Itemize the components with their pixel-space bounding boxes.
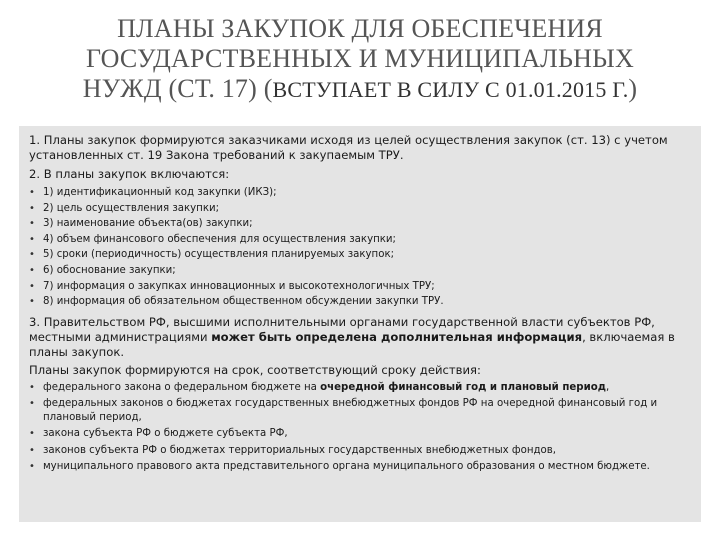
list-item-text: законов субъекта РФ о бюджетах территориальных государственных внебюджетных фондов, [43,444,557,456]
plan-term-list [29,381,691,474]
bullet-icon: • [29,381,35,393]
list-item-bold: очередной финансовый год и плановый период [320,381,606,393]
bullet-icon: • [29,428,35,440]
list-item-text: федеральных законов о бюджетах государственных внебюджетных фондов РФ на очередной финансовый год и плановый период, [43,398,658,423]
list-item-text: 5) сроки (периодичность) осуществления планируемых закупок; [43,249,395,261]
bullet-icon: • [29,461,35,473]
paragraph-1: 1. Планы закупок формируются заказчиками исходя из целей осуществления закупок (ст. 13) с учетом установленных ст. 19 Закона требований к закупаемым ТРУ. [29,133,668,162]
list-item-text: 4) объем финансового обеспечения для осуществления закупки; [43,233,396,245]
bullet-icon: • [29,296,35,308]
list-item [29,201,691,217]
list-item [29,216,691,232]
content-box [19,126,701,522]
title-line-3-close: ) [628,74,638,103]
list-item [29,247,691,263]
paragraph-4: Планы закупок формируются на срок, соответствующий сроку действия: [29,362,481,377]
list-item [29,232,691,248]
list-item-text: 7) информация о закупках инновационных и высокотехнологичных ТРУ; [43,280,435,292]
list-item [29,279,691,295]
list-item-text: 8) информация об обязательном общественном обсуждении закупки ТРУ. [43,296,444,308]
bullet-icon: • [29,233,35,245]
list-item-text: 6) обоснование закупки; [43,264,176,276]
list-item [29,185,691,201]
title-line-3-main: НУЖД (СТ. 17) ( [82,74,273,103]
list-item [29,444,691,458]
list-item-text: 3) наименование объекта(ов) закупки; [43,218,253,230]
list-item [29,397,691,424]
plan-contents-list [29,185,691,310]
bullet-icon: • [29,187,35,198]
list-item-text: 2) цель осуществления закупки; [43,202,220,214]
paragraph-3-part-2: , включаемая в планы закупок. [29,329,675,359]
bullet-icon: • [29,280,35,292]
list-item-text: закона субъекта РФ о бюджете субъекта РФ, [43,428,288,440]
list-item [29,381,691,395]
list-item-text: федерального закона о федеральном бюджете на [43,381,321,393]
title-line-1: ПЛАНЫ ЗАКУПОК ДЛЯ ОБЕСПЕЧЕНИЯ [117,14,603,43]
list-item-text: муниципального правового акта представительного органа муниципального образования о местном бюджете. [43,461,650,473]
paragraph-3-bold: может быть определена дополнительная информация [211,329,583,344]
bullet-icon: • [29,249,35,261]
paragraph-3 [29,315,691,360]
bullet-icon: • [29,264,35,276]
list-item-tail: , [605,381,610,393]
bullet-icon: • [29,444,35,456]
paragraph-3-part-1: 3. Правительством РФ, высшими исполнительными органами государственной власти субъектов РФ, местными администрациями [29,314,655,344]
bullet-icon: • [29,218,35,230]
title-line-2: ГОСУДАРСТВЕННЫХ И МУНИЦИПАЛЬНЫХ [86,44,634,73]
list-item [29,294,691,310]
list-item-text: 1) идентификационный код закупки (ИКЗ); [43,187,277,198]
title-effective-date: ВСТУПАЕТ В СИЛУ С 01.01.2015 Г. [272,77,629,102]
slide-title [40,14,680,105]
list-item [29,460,691,474]
bullet-icon: • [29,398,35,410]
bullet-icon: • [29,202,35,214]
title-line-3 [40,74,680,105]
paragraph-2: 2. В планы закупок включаются: [29,167,230,181]
list-item [29,263,691,279]
list-item [29,427,691,441]
